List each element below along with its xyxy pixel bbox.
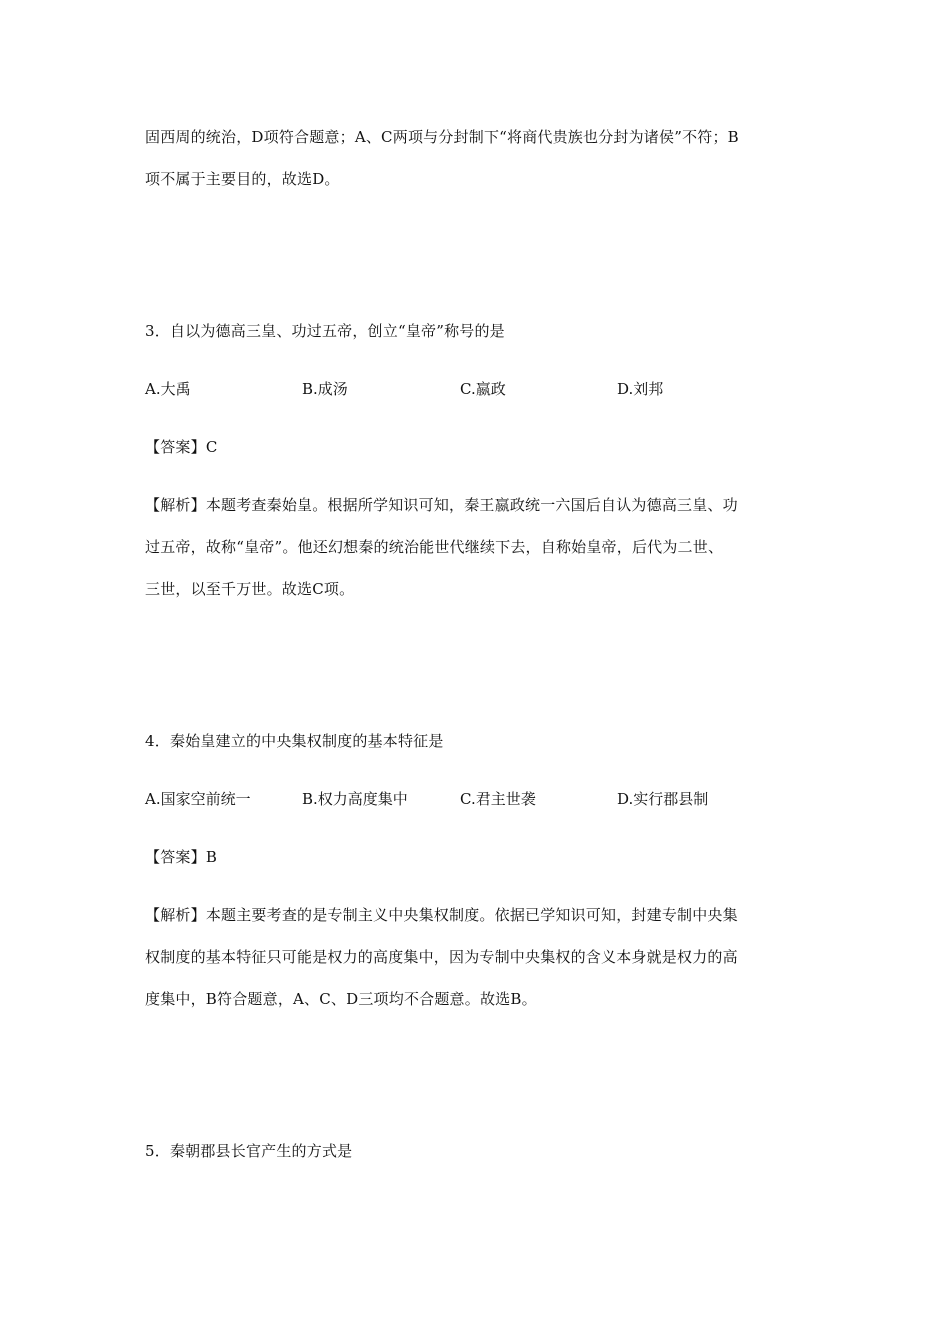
q4-analysis-label: 【解析】 (145, 906, 206, 924)
q3-answer-label: 【答案】 (145, 438, 206, 456)
q4-option-c: C.君主世袭 (460, 790, 536, 808)
q4-answer (145, 847, 217, 867)
question-5-text: 5．秦朝郡县长官产生的方式是 (145, 1142, 353, 1160)
q4-analysis-line-1 (145, 905, 738, 925)
q3-analysis-line-3: 三世，以至千万世。故选C项。 (145, 580, 355, 598)
q3-option-a: A.大禹 (145, 380, 191, 398)
q3-analysis-label: 【解析】 (145, 496, 206, 514)
q3-option-b: B.成汤 (302, 380, 348, 398)
question-4-text: 4．秦始皇建立的中央集权制度的基本特征是 (145, 732, 444, 750)
q3-analysis-line-1 (145, 495, 738, 515)
q4-answer-value: B (205, 848, 218, 866)
q4-option-d: D.实行郡县制 (617, 790, 709, 808)
q4-analysis-line-3: 度集中，B符合题意，A、C、D三项均不合题意。故选B。 (145, 990, 537, 1008)
q4-answer-label: 【答案】 (145, 848, 206, 866)
q3-answer (145, 437, 218, 457)
q3-analysis-line-2: 过五帝，故称“皇帝”。他还幻想秦的统治能世代继续下去，自称始皇帝，后代为二世、 (145, 538, 724, 556)
q4-option-b: B.权力高度集中 (302, 790, 408, 808)
q3-answer-value: C (205, 438, 218, 456)
q4-analysis-line-2: 权制度的基本特征只可能是权力的高度集中，因为专制中央集权的含义本身就是权力的高 (145, 948, 738, 966)
intro-line-2: 项不属于主要目的，故选D。 (145, 170, 340, 188)
intro-line-1: 固西周的统治，D项符合题意；A、C两项与分封制下“将商代贵族也分封为诸侯”不符；B (145, 128, 739, 146)
q4-analysis-text-1: 本题主要考查的是专制主义中央集权制度。依据已学知识可知，封建专制中央集 (205, 906, 738, 924)
q3-option-d: D.刘邦 (617, 380, 664, 398)
q3-analysis-text-1: 本题考查秦始皇。根据所学知识可知，秦王嬴政统一六国后自认为德高三皇、功 (205, 496, 738, 514)
q4-option-a: A.国家空前统一 (145, 790, 251, 808)
q3-option-c: C.嬴政 (460, 380, 506, 398)
question-3-text: 3．自以为德高三皇、功过五帝，创立“皇帝”称号的是 (145, 322, 505, 340)
